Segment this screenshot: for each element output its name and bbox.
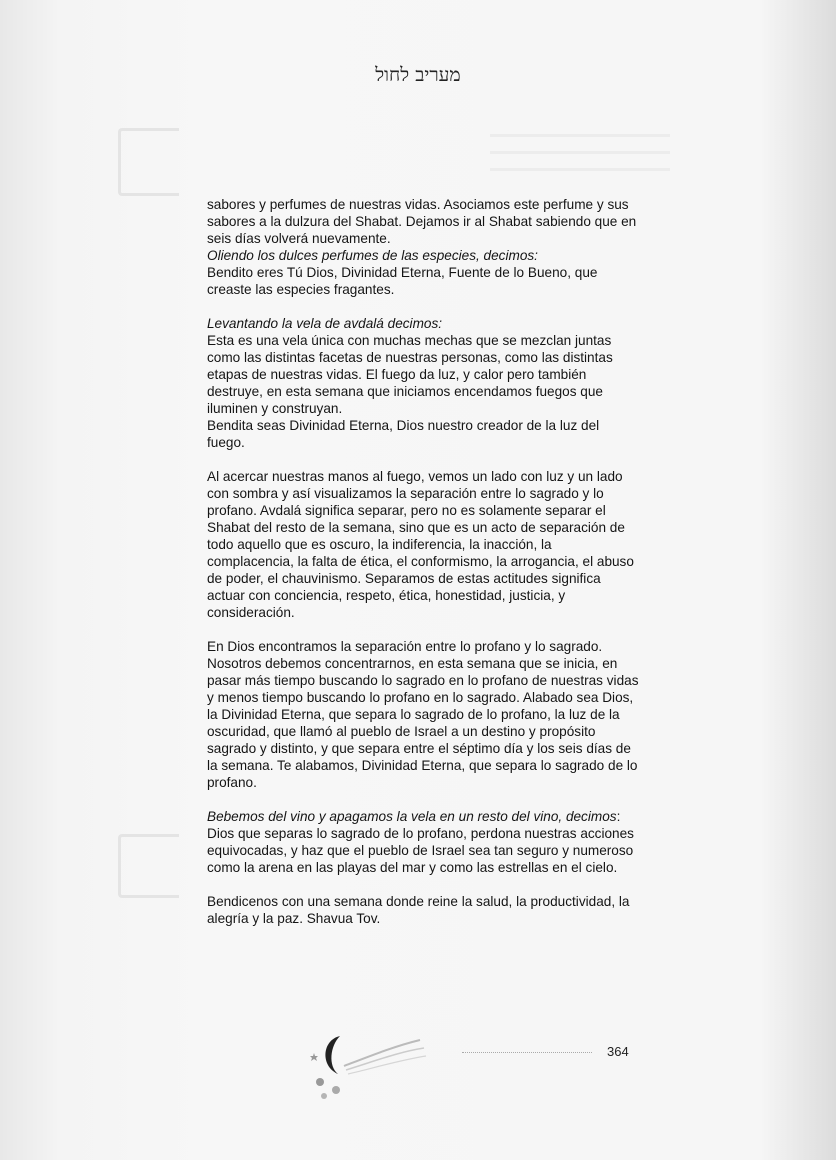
instruction-wine-text: Bebemos del vino y apagamos la vela en un resto del vino, decimos bbox=[207, 809, 617, 824]
bleed-through-letter-b bbox=[118, 128, 179, 196]
paragraph-gap bbox=[207, 451, 639, 468]
paragraph-closing: Bendicenos con una semana donde reine la salud, la productividad, la alegría y la paz. Shavua Tov. bbox=[207, 894, 630, 926]
instruction-spices bbox=[207, 247, 639, 264]
instruction-candle-text: Levantando la vela de avdalá decimos: bbox=[207, 316, 443, 331]
instruction-wine bbox=[207, 808, 639, 825]
instruction-spices-text: Oliendo los dulces perfumes de las especies, decimos: bbox=[207, 248, 538, 263]
paragraph-gap bbox=[207, 298, 639, 315]
paragraph-havdalah: En Dios encontramos la separación entre lo profano y lo sagrado. Nosotros debemos concentrarnos, en esta semana que se inicia, en pasar más tiempo buscando lo sagrado en lo profano de nuestras vidas y menos tiempo buscando lo profano en lo sagrado. Alabado sea Dios, la Divinidad Eterna, que separa lo sagrado de lo profano, la luz de la oscuridad, que llamó al pueblo de Israel a un destino y propósito sagrado y distinto, y que separa entre el séptimo día y los seis días de la semana. Te alabamos, Divinidad Eterna, que separa lo sagrado de lo profano. bbox=[207, 639, 639, 790]
blessing-fire: Bendita seas Divinidad Eterna, Dios nuestro creador de la luz del fuego. bbox=[207, 418, 600, 450]
bleed-through-lines bbox=[490, 120, 670, 180]
instruction-wine-colon: : bbox=[616, 809, 621, 824]
paragraph-separation: Al acercar nuestras manos al fuego, vemos un lado con luz y un lado con sombra y así visualizamos la separación entre lo sagrado y lo profano. Avdalá significa separar, pero no es solamente separar el Shabat del resto de la semana, sino que es un acto de separación de todo aquello que es oscuro, la indiferencia, la inacción, la complacencia, la falta de ética, el conformismo, la arrogancia, el abuso de poder, el chauvinismo. Separamos de estas actitudes significa actuar con conciencia, respeto, ética, honestidad, justicia, y consideración. bbox=[207, 469, 634, 620]
paragraph-forgiveness: Dios que separas lo sagrado de lo profano, perdona nuestras acciones equivocadas, y haz que el pueblo de Israel sea tan seguro y numeroso como la arena en las playas del mar y como las estrellas en el cielo. bbox=[207, 826, 634, 875]
blessing-spices: Bendito eres Tú Dios, Divinidad Eterna, Fuente de lo Bueno, que creaste las especies fragantes. bbox=[207, 265, 598, 297]
paragraph-intro: sabores y perfumes de nuestras vidas. Asociamos este perfume y sus sabores a la dulzura del Shabat. Dejamos ir al Shabat sabiendo que en seis días volverá nuevamente. bbox=[207, 197, 637, 246]
paragraph-gap bbox=[207, 876, 639, 893]
page-title: מעריב לחול bbox=[375, 64, 461, 86]
bleed-through-letter-e bbox=[118, 834, 179, 898]
paragraph-gap bbox=[207, 791, 639, 808]
page-number: 364 bbox=[607, 1044, 629, 1059]
document-body bbox=[207, 196, 639, 927]
moon-stars-icon bbox=[300, 1026, 430, 1106]
paragraph-gap bbox=[207, 621, 639, 638]
instruction-candle bbox=[207, 315, 639, 332]
footer-divider bbox=[462, 1052, 592, 1053]
paragraph-candle: Esta es una vela única con muchas mechas que se mezclan juntas como las distintas facetas de nuestras personas, como las distintas etapas de nuestras vidas. El fuego da luz, y calor pero también destruye, en esta semana que iniciamos encendamos fuegos que iluminen y construyan. bbox=[207, 333, 613, 416]
